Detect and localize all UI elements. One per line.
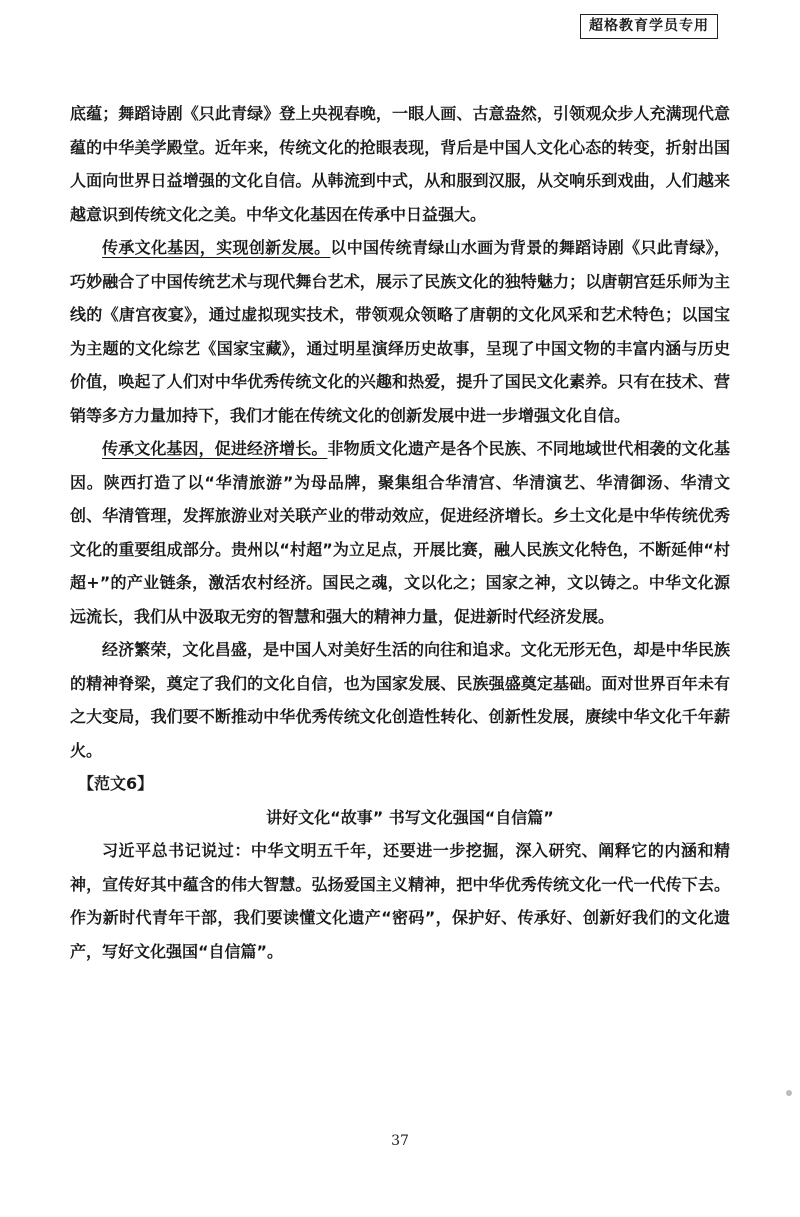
paragraph-innovation-body: 以中国传统青绿山水画为背景的舞蹈诗剧《只此青绿》，巧妙融合了中国传统艺术与现代舞台艺术，展示了民族文化的独特魅力；以唐朝宫廷乐师为主线的《唐宫夜宴》，通过虚拟现实技术，带领观众领略了唐朝的文化风采和艺术特色；以国宝为主题的文化综艺《国家宝藏》，通过明星演绎历史故事，呈现了中国文物的丰富内涵与历史价值，唤起了人们对中华优秀传统文化的兴趣和热爱，提升了国民文化素养。只有在技术、营销等多方力量加持下，我们才能在传统文化的创新发展中进一步增强文化自信。 (70, 238, 730, 425)
paragraph-innovation (70, 231, 730, 432)
paragraph-economy-body: 非物质文化遗产是各个民族、不同地域世代相袭的文化基因。陕西打造了以“华清旅游”为母品牌，聚集组合华清宫、华清演艺、华清御汤、华清文创、华清管理，发挥旅游业对关联产业的带动效应，促进经济增长。乡土文化是中华传统优秀文化的重要组成部分。贵州以“村超”为立足点，开展比赛，融人民族文化特色，不断延伸“村超+”的产业链条，激活农村经济。国民之魂，文以化之；国家之神，文以铸之。中华文化源远流长，我们从中汲取无穷的智慧和强大的精神力量，促进新时代经济发展。 (70, 439, 730, 626)
section-label: 【范文6】 (78, 774, 154, 793)
topic-sentence-economy: 传承文化基因，促进经济增长。 (102, 439, 328, 458)
paragraph-conclusion: 经济繁荣，文化昌盛，是中国人对美好生活的向往和追求。文化无形无色，却是中华民族的精神脊梁，奠定了我们的文化自信，也为国家发展、民族强盛奠定基础。面对世界百年未有之大变局，我们要不断推动中华优秀传统文化创造性转化、创新性发展，赓续中华文化千年薪火。 (70, 640, 730, 760)
header-badge: 超格教育学员专用 (580, 14, 718, 39)
paragraph-continued: 底蕴；舞蹈诗剧《只此青绿》登上央视春晚，一眼人画、古意盎然，引领观众步人充满现代意蕴的中华美学殿堂。近年来，传统文化的抢眼表现，背后是中国人文化心态的转变，折射出国人面向世界日益增强的文化自信。从韩流到中式，从和服到汉服，从交响乐到戏曲，人们越来越意识到传统文化之美。中华文化基因在传承中日益强大。 (70, 104, 730, 224)
article-paragraph: 习近平总书记说过：中华文明五千年，还要进一步挖掘，深入研究、阐释它的内涵和精神，宣传好其中蕴含的伟大智慧。弘扬爱国主义精神，把中华优秀传统文化一代一代传下去。作为新时代青年干部，我们要读懂文化遗产“密码”，保护好、传承好、创新好我们的文化遗产，写好文化强国“自信篇”。 (70, 841, 730, 961)
scan-mark (786, 1090, 792, 1096)
paragraph-economy (70, 432, 730, 633)
page-number: 37 (391, 1133, 409, 1149)
document-body (70, 97, 730, 968)
article-title: 讲好文化“故事” 书写文化强国“自信篇” (266, 807, 554, 827)
topic-sentence-innovation: 传承文化基因，实现创新发展。 (102, 238, 331, 257)
